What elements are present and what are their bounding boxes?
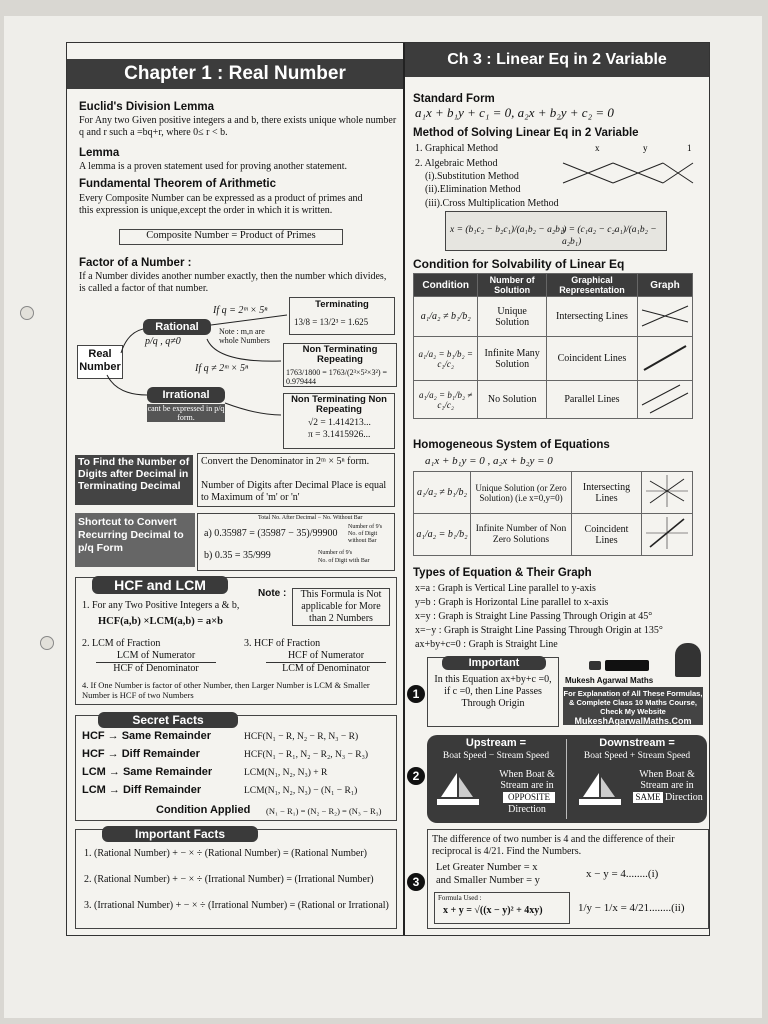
header-solution: Number of Solution xyxy=(478,274,547,297)
nonterm-repeating-example: 1763/1800 = 1763/(2³×5²×3²) = 0.979444 xyxy=(286,368,388,386)
important-box xyxy=(427,657,559,727)
cross-formula-x: x = (b₁c₂ − b₂c₁)/(a₁b₂ − a₂b₁) xyxy=(450,225,567,235)
solution-cell: Unique Solution (or Zero Solution) (i.e x=0,y=0) xyxy=(471,472,572,514)
condition-cell: a₁/a₂ = b₁/b₂ xyxy=(414,514,471,556)
formula-used: x + y = √((x − y)² + 4xy) xyxy=(443,905,543,916)
terminating-label: Terminating xyxy=(315,299,369,310)
header-representation: Graphical Representation xyxy=(546,274,637,297)
condition-formula: (N₁ − R₁) = (N₂ − R₂) = (N₃ − R₃) xyxy=(266,806,382,816)
lcm-fraction-num: LCM of Numerator xyxy=(96,650,216,663)
homogeneous-table xyxy=(413,471,693,556)
secret-fact-label: LCM → Same Remainder xyxy=(82,766,213,778)
shortcut-box xyxy=(197,513,395,571)
important-text: In this Equation ax+by+c =0, if c =0, then Line Passes Through Origin xyxy=(434,674,552,709)
condition-label: Condition Applied xyxy=(156,804,251,816)
methods-heading: Method of Solving Linear Eq in 2 Variable xyxy=(413,127,639,139)
terminating-condition: If q = 2ᵐ × 5ⁿ xyxy=(213,305,268,316)
method-cross: (iii).Cross Multiplication Method xyxy=(425,198,559,209)
problem-box xyxy=(427,829,709,929)
upstream-formula: Boat Speed − Stream Speed xyxy=(442,751,550,761)
cross-formula-y: y = (c₁a₂ − c₂a₁)/(a₁b₂ − a₂b₁) xyxy=(562,225,657,247)
representation-cell: Parallel Lines xyxy=(546,381,637,419)
solution-cell: Infinite Number of Non Zero Solutions xyxy=(471,514,572,556)
graph-cell xyxy=(642,472,693,514)
graph-cell xyxy=(637,297,692,337)
downstream-title: Downstream = xyxy=(599,737,675,749)
euclid-text: For Any two Given positive integers a and b, there exists unique whole number q and r such a =bq+r, where 0≤ r < b. xyxy=(79,115,397,138)
shortcut-note-bottom2: No. of Digit with Bar xyxy=(318,558,370,564)
secret-fact-formula: HCF(N₁ − R, N₂ − R, N₃ − R) xyxy=(244,732,359,742)
diagram-arrows xyxy=(67,43,403,463)
author-name: Mukesh Agarwal Maths xyxy=(565,676,654,685)
nonterm-repeating-label: Non Terminating Repeating xyxy=(302,344,378,365)
shortcut-note-side1: Number of 9's xyxy=(348,524,383,530)
google-play-icon xyxy=(605,660,649,671)
punch-hole xyxy=(20,306,34,320)
shortcut-label: Shortcut to Convert Recurring Decimal to p/q Form xyxy=(75,513,195,567)
method-substitution: (i).Substitution Method xyxy=(425,171,519,182)
nonterm-nonrepeating-label: Non Terminating Non Repeating xyxy=(291,394,387,415)
secret-fact-label: HCF → Same Remainder xyxy=(82,730,211,742)
chapter3-title: Ch 3 : Linear Eq in 2 Variable xyxy=(405,43,709,77)
youtube-icon xyxy=(589,661,601,670)
circle-3: 3 xyxy=(407,873,425,891)
promo-text: For Explanation of All These Formulas, & Complete Class 10 Maths Course, Check My Website xyxy=(563,687,703,725)
secret-facts-box xyxy=(75,715,397,821)
euclid-heading: Euclid's Division Lemma xyxy=(79,101,215,113)
website-text: MukeshAgarwalMaths.Com xyxy=(574,716,692,726)
downstream-text3: Direction xyxy=(665,792,703,803)
fta-heading: Fundamental Theorem of Arithmetic xyxy=(79,178,277,190)
shortcut-example-a: a) 0.35987 = (35987 − 35)/99900 xyxy=(204,528,338,539)
homogeneous-formula: a₁x + b₁y = 0 , a₂x + b₂y = 0 xyxy=(425,455,553,467)
sqrt2-example: √2 = 1.414213... xyxy=(308,418,371,428)
representation-cell: Coincident Lines xyxy=(546,337,637,381)
hcf-lcm-title: HCF and LCM xyxy=(92,576,228,594)
digits-line2: Number of Digits after Decimal Place is equal to Maximum of 'm' or 'n' xyxy=(201,480,387,503)
secret-fact-label: HCF → Diff Remainder xyxy=(82,748,200,760)
important-fact-row: 2. (Rational Number) + − × ÷ (Irrational Number) = (Irrational Number) xyxy=(84,874,374,885)
condition-cell: a₁/a₂ = b₁/b₂ = c₁/c₂ xyxy=(414,337,478,381)
hcf-item4: 4. If One Number is factor of other Number, then Larger Number is LCM & Smaller Number is HCF of two Numbers xyxy=(82,680,370,700)
cross-label-y: y xyxy=(643,143,648,153)
table-row xyxy=(414,381,693,419)
condition-cell: a₁/a₂ = b₁/b₂ ≠ c₁/c₂ xyxy=(414,381,478,419)
homogeneous-heading: Homogeneous System of Equations xyxy=(413,439,610,451)
hcf-note-label: Note : xyxy=(258,588,287,599)
cross-label-1: 1 xyxy=(687,143,692,153)
upstream-text3: Direction xyxy=(508,804,546,815)
downstream-boat-icon xyxy=(577,769,623,813)
formula-used-box xyxy=(434,892,570,924)
solution-cell: Infinite Many Solution xyxy=(478,337,547,381)
digits-label: To Find the Number of Digits after Decimal in Terminating Decimal xyxy=(75,455,193,505)
table-row xyxy=(414,337,693,381)
graph-cell xyxy=(637,381,692,419)
table-row xyxy=(414,472,693,514)
secret-facts-title: Secret Facts xyxy=(98,712,238,728)
circle-1: 1 xyxy=(407,685,425,703)
mn-note: Note : m,n are whole Numbers xyxy=(219,327,270,345)
chapter3-column xyxy=(405,43,709,935)
upstream-text1: When Boat & xyxy=(499,769,555,780)
important-facts-title: Important Facts xyxy=(102,826,258,842)
types-heading: Types of Equation & Their Graph xyxy=(413,567,592,579)
circle-2: 2 xyxy=(407,767,425,785)
shortcut-note-bottom1: Number of 9's xyxy=(318,550,353,556)
solvability-table xyxy=(413,273,693,419)
equation-type-row: x=a : Graph is Vertical Line parallel to y-axis xyxy=(415,583,596,594)
condition-cell: a₁/a₂ ≠ b₁/b₂ xyxy=(414,297,478,337)
solution-cell: No Solution xyxy=(478,381,547,419)
equation-type-row: x=y : Graph is Straight Line Passing Through Origin at 45° xyxy=(415,611,653,622)
equation-2: 1/y − 1/x = 4/21........(ii) xyxy=(578,902,685,914)
downstream-text1: When Boat & xyxy=(639,769,695,780)
chapter1-title: Chapter 1 : Real Number xyxy=(67,59,403,89)
factor-heading: Factor of a Number : xyxy=(79,257,192,269)
upstream-boat-icon xyxy=(435,769,481,813)
lcm-fraction-den: HCF of Denominator xyxy=(113,663,199,674)
rational-box: Rational xyxy=(143,319,211,335)
problem-let2: and Smaller Number = y xyxy=(436,875,540,886)
pi-example: π = 3.1415926... xyxy=(308,430,371,440)
coincident-lines-graph xyxy=(640,340,690,374)
representation-cell: Intersecting Lines xyxy=(546,297,637,337)
cross-label-x: x xyxy=(595,143,600,153)
solution-cell: Unique Solution xyxy=(478,297,547,337)
header-graph: Graph xyxy=(637,274,692,297)
method-algebraic: 2. Algebraic Method xyxy=(415,158,498,169)
table-row xyxy=(414,297,693,337)
important-fact-row: 3. (Irrational Number) + − × ÷ (Irrational Number) = (Rational or Irrational) xyxy=(84,900,389,911)
irrational-box: Irrational xyxy=(147,387,225,403)
rational-form: p/q , q≠0 xyxy=(145,336,181,347)
lemma-text: A lemma is a proven statement used for proving another statement. xyxy=(79,161,347,172)
secret-fact-formula: HCF(N₁ − R₁, N₂ − R₂, N₃ − R₃) xyxy=(244,750,369,760)
shortcut-note-side2: No. of Digit without Bar xyxy=(348,531,378,544)
cross-multiplication-diagram xyxy=(553,141,703,191)
method-graphical: 1. Graphical Method xyxy=(415,143,499,154)
table-row xyxy=(414,514,693,556)
important-fact-row: 1. (Rational Number) + − × ÷ (Rational Number) = (Rational Number) xyxy=(84,848,367,859)
hcf-fraction-num: HCF of Numerator xyxy=(266,650,386,663)
terminating-example: 13/8 = 13/2³ = 1.625 xyxy=(294,317,369,327)
composite-formula: Composite Number = Product of Primes xyxy=(119,229,343,245)
digits-box xyxy=(197,453,395,507)
parallel-lines-graph xyxy=(640,381,690,415)
secret-fact-label: LCM → Diff Remainder xyxy=(82,784,202,796)
upstream-text2: Stream are in xyxy=(500,780,554,791)
graph-cell xyxy=(642,514,693,556)
formula-used-label: Formula Used : xyxy=(438,894,482,902)
condition-cell: a₁/a₂ ≠ b₁/b₂ xyxy=(414,472,471,514)
homog-coincident-graph xyxy=(644,515,690,551)
cross-formula-box xyxy=(445,211,667,251)
factor-text: If a Number divides another number exactly, then the number which divides, is called a factor of that number. xyxy=(79,271,387,294)
standard-form-heading: Standard Form xyxy=(413,93,495,105)
hcf-fraction-label: 3. HCF of Fraction xyxy=(244,638,321,649)
equation-type-row: ax+by+c=0 : Graph is Straight Line xyxy=(415,639,558,650)
hcf-item1-formula: HCF(a,b) ×LCM(a,b) = a×b xyxy=(98,616,223,627)
equation-type-row: y=b : Graph is Horizontal Line parallel to x-axis xyxy=(415,597,609,608)
fta-text: Every Composite Number can be expressed as a product of primes and this expression is unique,except the order in which it is written. xyxy=(79,193,363,216)
lemma-heading: Lemma xyxy=(79,147,120,159)
author-avatar xyxy=(675,643,701,677)
hcf-lcm-box xyxy=(75,577,397,705)
hcf-item1: 1. For any Two Positive Integers a & b, xyxy=(82,600,240,611)
irrational-note: cant be expressed in p/q form. xyxy=(147,404,225,422)
downstream-text2: Stream are in xyxy=(640,780,694,791)
cheat-sheet xyxy=(66,42,710,936)
real-number-box: Real Number xyxy=(77,345,123,379)
solvability-heading: Condition for Solvability of Linear Eq xyxy=(413,257,625,271)
header-condition: Condition xyxy=(414,274,478,297)
method-elimination: (ii).Elimination Method xyxy=(425,184,521,195)
digits-line1: Convert the Denominator in 2ᵐ × 5ⁿ form. xyxy=(201,456,370,467)
lcm-fraction-label: 2. LCM of Fraction xyxy=(82,638,161,649)
homog-intersecting-graph xyxy=(644,473,690,509)
downstream-direction: SAME xyxy=(633,792,663,803)
standard-form-formula: a₁x + b₁y + c₁ = 0, a₂x + b₂y + c₂ = 0 xyxy=(415,105,614,120)
hcf-fraction-den: LCM of Denominator xyxy=(282,663,370,674)
secret-fact-formula: LCM(N₁, N₂, N₃) + R xyxy=(244,768,328,778)
problem-text: The difference of two number is 4 and the difference of their reciprocal is 4/21. Find the Numbers. xyxy=(432,834,675,857)
problem-let1: Let Greater Number = x xyxy=(436,862,538,873)
shortcut-example-b: b) 0.35 = 35/999 xyxy=(204,550,271,561)
representation-cell: Coincident Lines xyxy=(572,514,642,556)
graph-cell xyxy=(637,337,692,381)
chapter1-column xyxy=(67,43,405,935)
equation-type-row: x=−y : Graph is Straight Line Passing Through Origin at 135° xyxy=(415,625,663,636)
upstream-direction: OPPOSITE xyxy=(503,792,555,803)
representation-cell: Intersecting Lines xyxy=(572,472,642,514)
nonterminating-condition: If q ≠ 2ᵐ × 5ⁿ xyxy=(195,363,249,374)
shortcut-note-top: Total No. After Decimal − No. Without Bar xyxy=(258,515,363,521)
important-facts-box xyxy=(75,829,397,929)
equation-1: x − y = 4........(i) xyxy=(586,868,659,880)
intersecting-lines-graph xyxy=(640,298,690,332)
downstream-formula: Boat Speed + Stream Speed xyxy=(583,751,691,761)
punch-hole xyxy=(40,636,54,650)
secret-fact-formula: LCM(N₁, N₂, N₃) − (N₁ − R₁) xyxy=(244,786,358,796)
hcf-note-text: This Formula is Not applicable for More than 2 Numbers xyxy=(292,588,390,626)
important-title: Important xyxy=(442,656,546,670)
stream-box xyxy=(427,735,707,823)
upstream-title: Upstream = xyxy=(465,737,527,749)
